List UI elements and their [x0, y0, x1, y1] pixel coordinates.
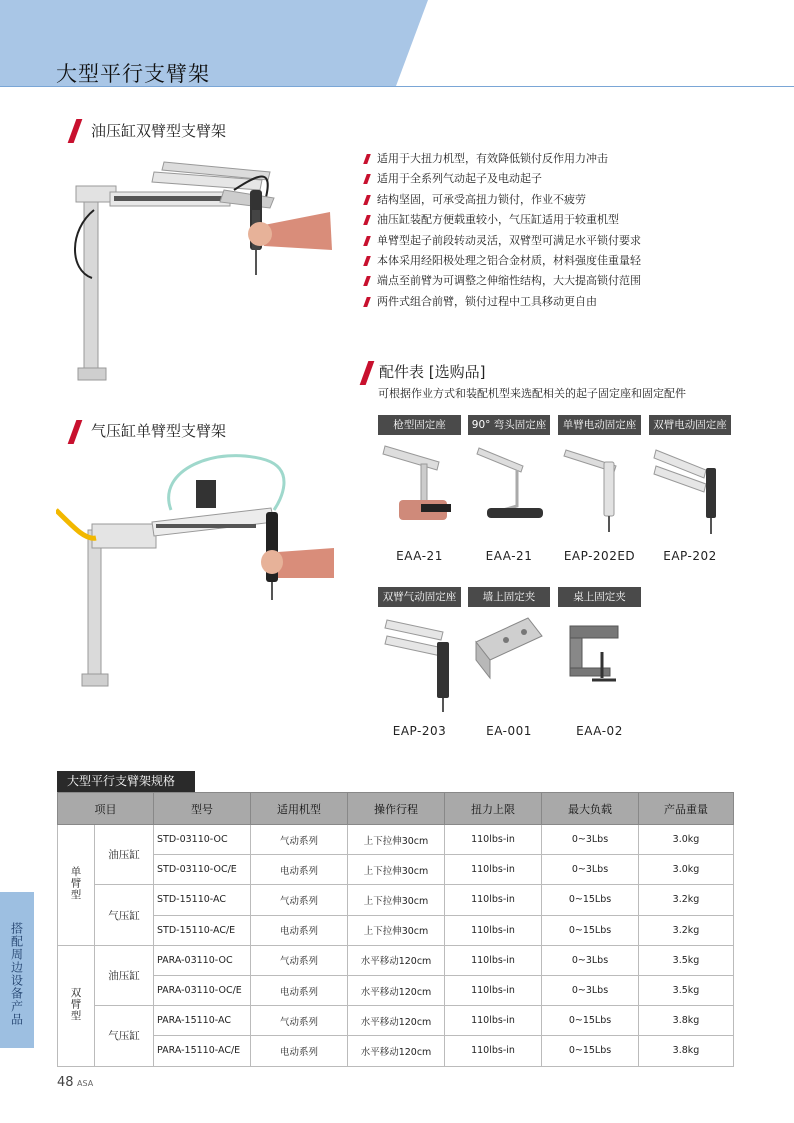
accessory-code: EA-001 — [486, 724, 532, 738]
accessory-code: EAP-202 — [663, 549, 717, 563]
load-cell: 0~15Lbs — [542, 885, 639, 915]
footer-brand: ASA — [77, 1079, 94, 1088]
model-cell: STD-03110-OC/E — [154, 855, 251, 885]
accessory-label: 双臂电动固定座 — [649, 415, 731, 435]
column-header: 最大负载 — [542, 793, 639, 825]
single-arm-electric-holder-icon — [562, 440, 638, 540]
wall-clamp-icon — [470, 612, 546, 716]
side-tab-label: 搭配周边设备产品 — [9, 922, 24, 1026]
arm-type-cell — [58, 945, 95, 1066]
stroke-cell: 上下拉伸30cm — [348, 885, 445, 915]
spec-table-tag: 大型平行支臂架规格 — [57, 771, 195, 792]
column-header: 型号 — [154, 793, 251, 825]
column-header: 适用机型 — [251, 793, 348, 825]
weight-cell: 3.8kg — [639, 1006, 734, 1036]
table-row — [58, 975, 734, 1005]
hydraulic-arm-photo — [74, 150, 344, 385]
accessory-label: 单臂电动固定座 — [558, 415, 641, 435]
feature-item: 端点至前臂为可调整之伸缩性结构，大大提高锁付范围 — [364, 271, 764, 291]
tool-type-cell: 气动系列 — [251, 1006, 348, 1036]
arm-type-cell — [58, 825, 95, 946]
model-cell: PARA-03110-OC — [154, 945, 251, 975]
weight-cell: 3.5kg — [639, 975, 734, 1005]
feature-item: 单臂型起子前段转动灵活，双臂型可满足水平锁付要求 — [364, 231, 764, 251]
torque-cell: 110lbs-in — [445, 1006, 542, 1036]
torque-cell: 110lbs-in — [445, 1036, 542, 1066]
stroke-cell: 上下拉伸30cm — [348, 825, 445, 855]
table-clamp-icon — [562, 612, 638, 716]
accessory-code: EAA-02 — [576, 724, 623, 738]
feature-list — [364, 149, 764, 312]
weight-cell: 3.0kg — [639, 825, 734, 855]
table-row — [58, 1036, 734, 1066]
torque-cell: 110lbs-in — [445, 915, 542, 945]
torque-cell: 110lbs-in — [445, 825, 542, 855]
weight-cell: 3.8kg — [639, 1036, 734, 1066]
cylinder-type-cell: 气压缸 — [95, 885, 154, 945]
stroke-cell: 上下拉伸30cm — [348, 855, 445, 885]
feature-item: 本体采用经阳极处理之铝合金材质，材料强度佳重量轻 — [364, 251, 764, 271]
accessory-label: 双臂气动固定座 — [378, 587, 461, 607]
load-cell: 0~15Lbs — [542, 1036, 639, 1066]
accessories-title: 配件表 [选购品] — [379, 363, 486, 381]
load-cell: 0~15Lbs — [542, 915, 639, 945]
model-cell: PARA-15110-AC — [154, 1006, 251, 1036]
accessory-label: 墙上固定夹 — [468, 587, 550, 607]
load-cell: 0~3Lbs — [542, 855, 639, 885]
column-header: 项目 — [58, 793, 154, 825]
cylinder-type-cell: 油压缸 — [95, 945, 154, 1005]
angle-head-holder-icon — [473, 440, 549, 540]
tool-type-cell: 电动系列 — [251, 975, 348, 1005]
feature-item: 适用于大扭力机型，有效降低锁付反作用力冲击 — [364, 149, 764, 169]
tool-type-cell: 电动系列 — [251, 915, 348, 945]
arm-type-label: 单臂型 — [69, 866, 82, 901]
stroke-cell: 水平移动120cm — [348, 1006, 445, 1036]
table-row — [58, 915, 734, 945]
tool-type-cell: 气动系列 — [251, 825, 348, 855]
weight-cell: 3.0kg — [639, 855, 734, 885]
torque-cell: 110lbs-in — [445, 855, 542, 885]
model-cell: PARA-15110-AC/E — [154, 1036, 251, 1066]
tool-type-cell: 气动系列 — [251, 885, 348, 915]
model-cell: STD-15110-AC/E — [154, 915, 251, 945]
hydraulic-section-title: 油压缸双臂型支臂架 — [91, 122, 227, 140]
load-cell: 0~3Lbs — [542, 945, 639, 975]
stroke-cell: 上下拉伸30cm — [348, 915, 445, 945]
column-header: 产品重量 — [639, 793, 734, 825]
feature-item: 结构坚固，可承受高扭力锁付，作业不疲劳 — [364, 190, 764, 210]
table-row — [58, 945, 734, 975]
tool-type-cell: 电动系列 — [251, 855, 348, 885]
stroke-cell: 水平移动120cm — [348, 975, 445, 1005]
table-row — [58, 825, 734, 855]
model-cell: STD-15110-AC — [154, 885, 251, 915]
column-header: 操作行程 — [348, 793, 445, 825]
table-header-row — [58, 793, 734, 825]
feature-item: 两件式组合前臂，锁付过程中工具移动更自由 — [364, 292, 764, 312]
column-header: 扭力上限 — [445, 793, 542, 825]
section-marker-icon — [68, 119, 83, 143]
stroke-cell: 水平移动120cm — [348, 1036, 445, 1066]
accessory-code: EAA-21 — [485, 549, 533, 563]
load-cell: 0~3Lbs — [542, 975, 639, 1005]
cylinder-type-cell: 油压缸 — [95, 825, 154, 885]
category-side-tab — [0, 892, 34, 1048]
accessory-label: 90° 弯头固定座 — [468, 415, 550, 435]
accessory-code: EAA-21 — [396, 549, 443, 563]
section-marker-icon — [68, 420, 83, 444]
accessories-subtitle: 可根据作业方式和装配机型来选配相关的起子固定座和固定配件 — [378, 387, 686, 400]
tool-type-cell: 电动系列 — [251, 1036, 348, 1066]
double-arm-pneumatic-holder-icon — [381, 612, 457, 716]
section-marker-icon — [360, 361, 375, 385]
model-cell: PARA-03110-OC/E — [154, 975, 251, 1005]
accessory-code: EAP-203 — [392, 724, 447, 738]
weight-cell: 3.2kg — [639, 915, 734, 945]
pneumatic-arm-photo — [56, 450, 336, 690]
pneumatic-section-title: 气压缸单臂型支臂架 — [91, 422, 227, 440]
arm-type-label: 双臂型 — [69, 986, 82, 1022]
weight-cell: 3.2kg — [639, 885, 734, 915]
feature-item: 油压缸装配方便载重较小，气压缸适用于较重机型 — [364, 210, 764, 230]
stroke-cell: 水平移动120cm — [348, 945, 445, 975]
accessory-label: 枪型固定座 — [378, 415, 461, 435]
torque-cell: 110lbs-in — [445, 885, 542, 915]
cylinder-type-cell: 气压缸 — [95, 1006, 154, 1066]
table-row — [58, 855, 734, 885]
page-title: 大型平行支臂架 — [56, 62, 210, 86]
torque-cell: 110lbs-in — [445, 975, 542, 1005]
accessory-code: EAP-202ED — [563, 549, 636, 563]
feature-item: 适用于全系列气动起子及电动起子 — [364, 169, 764, 189]
load-cell: 0~3Lbs — [542, 825, 639, 855]
spec-table — [57, 792, 734, 1067]
pistol-grip-holder-icon — [381, 440, 457, 540]
model-cell: STD-03110-OC — [154, 825, 251, 855]
weight-cell: 3.5kg — [639, 945, 734, 975]
table-row — [58, 885, 734, 915]
accessory-label: 桌上固定夹 — [558, 587, 641, 607]
torque-cell: 110lbs-in — [445, 945, 542, 975]
page-number: 48 — [57, 1075, 74, 1090]
double-arm-electric-holder-icon — [652, 440, 728, 540]
load-cell: 0~15Lbs — [542, 1006, 639, 1036]
tool-type-cell: 气动系列 — [251, 945, 348, 975]
table-row — [58, 1006, 734, 1036]
